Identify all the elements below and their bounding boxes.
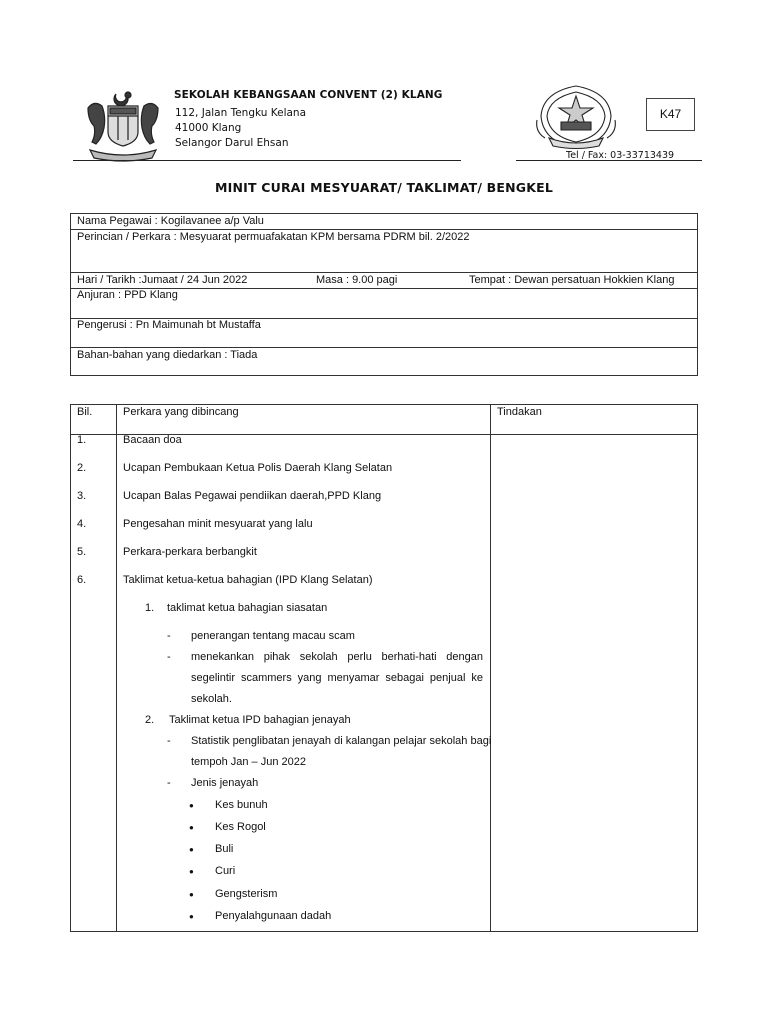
dash-marker: - — [167, 735, 171, 747]
sub-point: menekankan pihak sekolah perlu berhati-hati dengan — [191, 651, 483, 663]
item-number: 2. — [77, 462, 87, 474]
item-text: Perkara-perkara berbangkit — [123, 546, 257, 558]
column-divider — [490, 405, 491, 931]
bahan-field: Bahan-bahan yang diedarkan : Tiada — [77, 349, 258, 361]
address-line: 41000 Klang — [175, 122, 242, 134]
row-divider — [71, 229, 697, 230]
item-number: 3. — [77, 490, 87, 502]
sub-point: Statistik penglibatan jenayah di kalangan pelajar sekolah bagi — [191, 735, 492, 747]
malaysia-coat-of-arms-icon — [80, 88, 166, 162]
bullet-marker: ● — [189, 801, 194, 810]
crime-item: Penyalahgunaan dadah — [215, 910, 332, 922]
item-number: 4. — [77, 518, 87, 530]
document-title: MINIT CURAI MESYUARAT/ TAKLIMAT/ BENGKEL — [214, 180, 554, 195]
bullet-marker: ● — [189, 867, 194, 876]
crime-item: Gengsterism — [215, 888, 278, 900]
item-text: Ucapan Balas Pegawai pendiikan daerah,PPD Klang — [123, 490, 382, 502]
row-divider — [71, 347, 697, 348]
meeting-info-table — [70, 213, 698, 376]
pengerusi-field: Pengerusi : Pn Maimunah bt Mustaffa — [77, 319, 261, 331]
anjuran-field: Anjuran : PPD Klang — [77, 289, 178, 301]
item-number: 6. — [77, 574, 87, 586]
bullet-marker: ● — [189, 845, 194, 854]
nama-pegawai-field: Nama Pegawai : Kogilavanee a/p Valu — [77, 215, 264, 227]
item-text: Pengesahan minit mesyuarat yang lalu — [123, 518, 313, 530]
row-divider — [71, 272, 697, 273]
item-number: 5. — [77, 546, 87, 558]
column-divider — [116, 405, 117, 931]
dash-marker: - — [167, 630, 171, 642]
crime-item: Kes bunuh — [215, 799, 268, 811]
bullet-marker: ● — [189, 890, 194, 899]
crime-item: Kes Rogol — [215, 821, 266, 833]
sub-point: penerangan tentang macau scam — [191, 630, 355, 642]
bullet-marker: ● — [189, 823, 194, 832]
sub-item-number: 1. — [145, 602, 155, 614]
crime-item: Buli — [215, 843, 234, 855]
sub-point: tempoh Jan – Jun 2022 — [191, 756, 306, 768]
item-text: Taklimat ketua-ketua bahagian (IPD Klang Selatan) — [123, 574, 373, 586]
school-name: SEKOLAH KEBANGSAAN CONVENT (2) KLANG — [174, 89, 443, 101]
school-crest-icon — [535, 80, 617, 152]
dash-marker: - — [167, 777, 171, 789]
masa-field: Masa : 9.00 pagi — [316, 274, 398, 286]
tel-fax: Tel / Fax: 03-33713439 — [566, 150, 675, 161]
address-line: Selangor Darul Ehsan — [175, 137, 289, 149]
sub-point: Jenis jenayah — [191, 777, 259, 789]
item-text: Ucapan Pembukaan Ketua Polis Daerah Klang Selatan — [123, 462, 393, 474]
tempat-field: Tempat : Dewan persatuan Hokkien Klang — [469, 274, 675, 286]
header-bil: Bil. — [77, 406, 93, 418]
header-perkara: Perkara yang dibincang — [123, 406, 239, 418]
hari-tarikh-field: Hari / Tarikh :Jumaat / 24 Jun 2022 — [77, 274, 248, 286]
perincian-field: Perincian / Perkara : Mesyuarat permuafakatan KPM bersama PDRM bil. 2/2022 — [77, 231, 470, 243]
sub-point: segelintir scammers yang menyamar sebagai penjual ke — [191, 672, 483, 684]
sub-item-title: Taklimat ketua IPD bahagian jenayah — [169, 714, 351, 726]
sub-point: sekolah. — [191, 693, 232, 705]
sub-item-number: 2. — [145, 714, 155, 726]
sub-item-title: taklimat ketua bahagian siasatan — [167, 602, 328, 614]
header-divider — [73, 160, 461, 161]
dash-marker: - — [167, 651, 171, 663]
item-number: 1. — [77, 434, 87, 446]
crime-item: Curi — [215, 865, 236, 877]
bullet-marker: ● — [189, 912, 194, 921]
item-text: Bacaan doa — [123, 434, 182, 446]
form-code-box: K47 — [646, 98, 695, 131]
address-line: 112, Jalan Tengku Kelana — [175, 107, 307, 119]
agenda-table — [70, 404, 698, 932]
header-tindakan: Tindakan — [497, 406, 542, 418]
